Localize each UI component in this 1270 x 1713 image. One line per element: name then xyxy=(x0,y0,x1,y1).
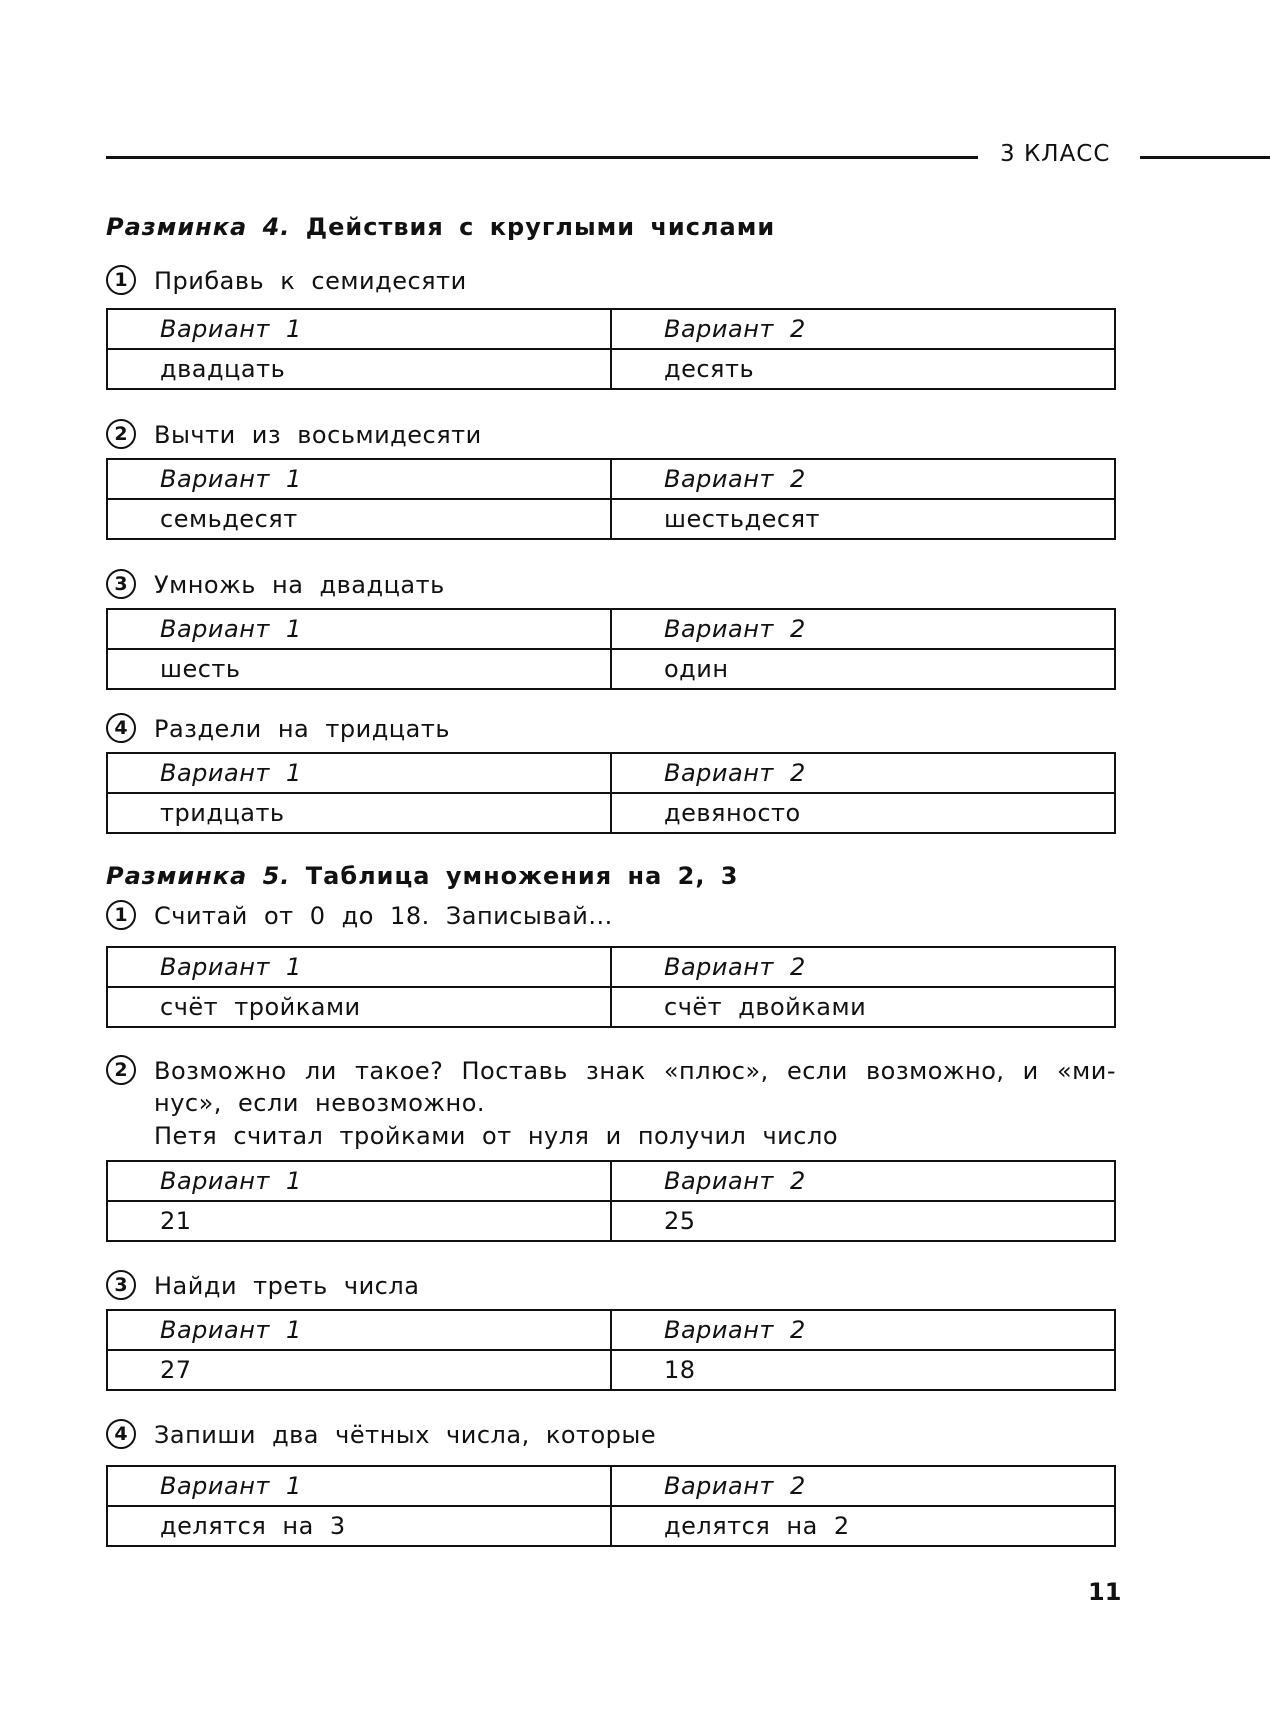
task xyxy=(106,1270,1116,1306)
variant-2-header: Вариант 2 xyxy=(611,609,1115,649)
variant-1-value: тридцать xyxy=(107,793,611,833)
task xyxy=(106,419,1116,455)
variant-2-header: Вариант 2 xyxy=(611,753,1115,793)
task-text: Прибавь к семидесяти xyxy=(154,267,467,295)
variant-1-value: делятся на 3 xyxy=(107,1506,611,1546)
variant-1-value: шесть xyxy=(107,649,611,689)
variant-2-value: десять xyxy=(611,349,1115,389)
variant-2-header: Вариант 2 xyxy=(611,1466,1115,1506)
variant-1-value: двадцать xyxy=(107,349,611,389)
task-text-extra: Петя считал тройками от нуля и получил число xyxy=(154,1122,838,1150)
variant-table xyxy=(106,1309,1116,1391)
task xyxy=(106,265,1116,301)
variant-2-header: Вариант 2 xyxy=(611,459,1115,499)
section-lead: Разминка 4. xyxy=(106,213,291,241)
variant-2-value: делятся на 2 xyxy=(611,1506,1115,1546)
variant-2-header: Вариант 2 xyxy=(611,309,1115,349)
header-rule xyxy=(106,156,978,159)
task-number: 3 xyxy=(106,1270,136,1300)
task-text: Раздели на тридцать xyxy=(154,715,450,743)
task-number: 3 xyxy=(106,569,136,599)
variant-1-header: Вариант 1 xyxy=(107,947,611,987)
task xyxy=(106,1419,1116,1455)
variant-1-header: Вариант 1 xyxy=(107,309,611,349)
variant-1-header: Вариант 1 xyxy=(107,1310,611,1350)
variant-table xyxy=(106,752,1116,834)
variant-1-value: 27 xyxy=(107,1350,611,1390)
variant-1-value: счёт тройками xyxy=(107,987,611,1027)
header-rule xyxy=(1140,156,1270,159)
variant-1-header: Вариант 1 xyxy=(107,609,611,649)
task-text: Считай от 0 до 18. Записывай... xyxy=(154,902,613,930)
task-number: 4 xyxy=(106,1419,136,1449)
task-number: 2 xyxy=(106,1055,136,1085)
class-label: 3 КЛАСС xyxy=(1000,141,1111,167)
variant-1-value: 21 xyxy=(107,1201,611,1241)
section-heading: Действия с круглыми числами xyxy=(305,213,776,241)
task-text: Умножь на двадцать xyxy=(154,571,445,599)
variant-2-value: девяносто xyxy=(611,793,1115,833)
variant-1-header: Вариант 1 xyxy=(107,753,611,793)
section-heading: Таблица умножения на 2, 3 xyxy=(305,862,739,890)
variant-2-value: 25 xyxy=(611,1201,1115,1241)
task-text: Вычти из восьмидесяти xyxy=(154,421,482,449)
variant-2-header: Вариант 2 xyxy=(611,1161,1115,1201)
variant-table xyxy=(106,1465,1116,1547)
task-number: 1 xyxy=(106,265,136,295)
variant-1-header: Вариант 1 xyxy=(107,1161,611,1201)
variant-2-value: шестьдесят xyxy=(611,499,1115,539)
variant-table xyxy=(106,1160,1116,1242)
task xyxy=(106,569,1116,605)
task-number: 1 xyxy=(106,900,136,930)
section-lead: Разминка 5. xyxy=(106,862,291,890)
task xyxy=(106,713,1116,749)
task-number: 4 xyxy=(106,713,136,743)
task-text: Найди треть числа xyxy=(154,1272,420,1300)
variant-table xyxy=(106,458,1116,540)
variant-table xyxy=(106,608,1116,690)
task-number: 2 xyxy=(106,419,136,449)
variant-1-header: Вариант 1 xyxy=(107,1466,611,1506)
task-text: Запиши два чётных числа, которые xyxy=(154,1421,657,1449)
variant-2-header: Вариант 2 xyxy=(611,1310,1115,1350)
variant-2-header: Вариант 2 xyxy=(611,947,1115,987)
task-text: Возможно ли такое? Поставь знак «плюс», если возможно, и «ми-нус», если невозможно. xyxy=(154,1057,1116,1117)
variant-2-value: счёт двойками xyxy=(611,987,1115,1027)
variant-table xyxy=(106,308,1116,390)
section-title xyxy=(106,862,738,890)
variant-2-value: один xyxy=(611,649,1115,689)
page-number: 11 xyxy=(1088,1578,1122,1606)
variant-1-value: семьдесят xyxy=(107,499,611,539)
variant-table xyxy=(106,946,1116,1028)
section-title xyxy=(106,213,775,241)
variant-1-header: Вариант 1 xyxy=(107,459,611,499)
variant-2-value: 18 xyxy=(611,1350,1115,1390)
task xyxy=(106,900,1116,936)
